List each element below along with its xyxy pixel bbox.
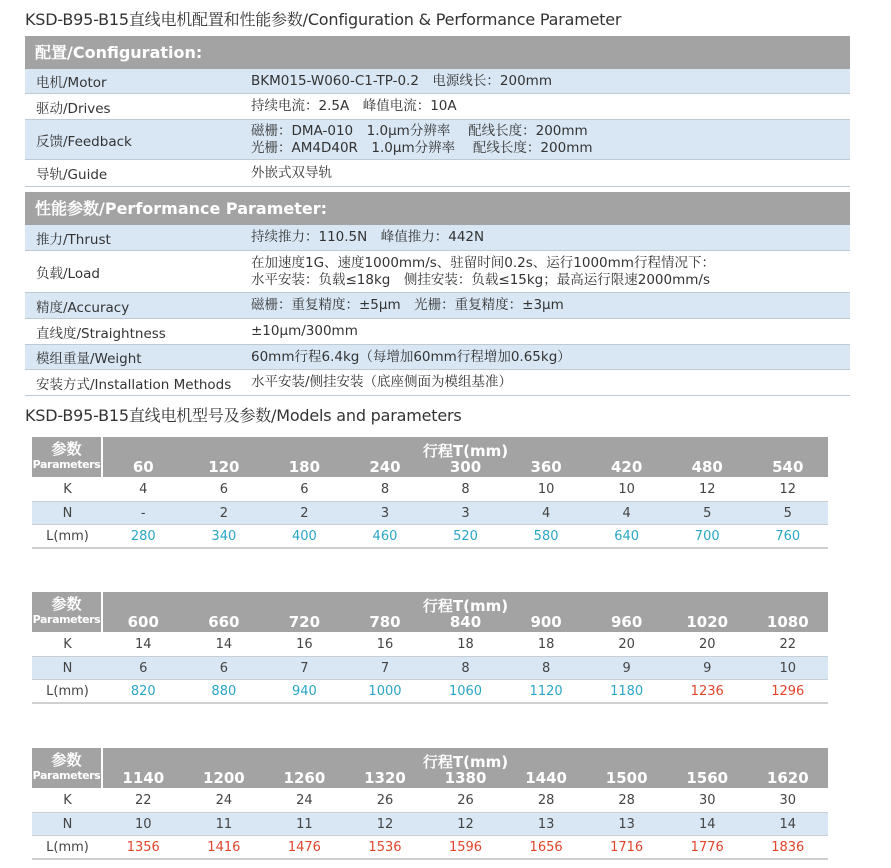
stroke-cell: 840 [449,613,482,631]
config-key: 导轨/Guide [36,167,108,183]
param-header-cell: 参数 Parameters [32,592,103,632]
config-row-feedback [25,120,850,160]
stroke-cell: 1380 [444,769,487,787]
model-table-1 [32,437,828,549]
perf-key: 直线度/Straightness [36,325,166,342]
config-header: 配置/Configuration: [25,36,850,69]
row-k: K 22 24 24 26 26 28 28 30 30 [63,792,797,808]
perf-row-accuracy [25,293,850,319]
perf-row-installation [25,370,850,396]
config-value: BKM015-W060-C1-TP-0.2 电源线长：200mm [251,72,552,89]
config-key: 电机/Motor [36,75,107,91]
config-value: 外嵌式双导轨 [251,164,332,181]
row-l: L(mm) 820 880 940 1000 1060 1120 1180 1236 1296 [32,680,828,704]
row-n: N 10 11 11 12 12 13 13 14 14 [32,812,828,836]
param-header-cell: 参数 Parameters [32,437,103,477]
stroke-cell: 1140 [122,769,165,787]
stroke-cell: 720 [288,613,321,631]
perf-key: 推力/Thrust [36,231,111,248]
perf-row-straightness [25,319,850,345]
performance-header: 性能参数/Performance Parameter: [25,192,850,225]
stroke-cell: 1200 [202,769,245,787]
config-table [25,36,850,187]
stroke-cell: 1080 [766,613,809,631]
stroke-cell: 360 [530,458,562,476]
row-k: K 14 14 16 16 18 18 20 20 22 [63,636,797,652]
config-row-motor [25,69,850,94]
config-row-drives [25,94,850,120]
perf-key: 负载/Load [36,265,100,282]
stroke-cell: 1560 [686,769,729,787]
param-header-cell: 参数 Parameters [32,748,103,788]
perf-row-thrust [25,225,850,251]
perf-value: ±10μm/300mm [251,323,358,339]
row-k: K 4 6 6 8 8 10 10 12 12 [63,481,797,497]
config-key: 反馈/Feedback [36,133,132,150]
row-l: L(mm) 1356 1416 1476 1536 1596 1656 1716 1776 1836 [32,836,828,860]
stroke-cell: 240 [369,458,401,476]
stroke-cell: 660 [208,613,240,631]
stroke-cell: 600 [127,613,159,631]
perf-row-weight [25,345,850,370]
model-table-header [32,748,828,788]
perf-value: 磁栅：重复精度：±5μm 光栅：重复精度：±3μm [251,297,564,313]
stroke-cell: 1500 [605,769,648,787]
perf-value: 60mm行程6.4kg（每增加60mm行程增加0.65kg） [251,348,571,365]
model-table-2 [32,592,828,704]
stroke-cell: 1260 [283,769,326,787]
stroke-values [103,613,828,631]
travel-label: 行程T(mm) [422,753,509,771]
config-row-guide [25,160,850,187]
model-table-header [32,592,828,632]
stroke-cell: 60 [132,458,154,476]
stroke-cell: 180 [288,458,321,476]
perf-key: 模组重量/Weight [36,351,142,367]
config-title: KSD-B95-B15直线电机配置和性能参数/Configuration & Performance Parameter [25,10,622,29]
stroke-cell: 420 [611,458,643,476]
row-n: N 6 6 7 7 8 8 9 9 10 [32,656,828,680]
stroke-cell: 1020 [686,613,729,631]
perf-value: 在加速度1G、速度1000mm/s、驻留时间0.2s、运行1000mm行程情况下： 水平安装：负载≤18kg 侧挂安装：负载≤15kg；最高运行限速2000mm/s [251,254,715,288]
perf-key: 精度/Accuracy [36,299,130,316]
stroke-cell: 1440 [525,769,567,787]
config-value: 磁栅：DMA-010 1.0μm分辨率 配线长度：200mm 光栅：AM4D40R 1.0μm分辨率 配线长度：200mm [251,122,593,156]
stroke-cell: 900 [530,613,562,631]
stroke-values [103,769,828,787]
stroke-cell: 780 [369,613,401,631]
travel-label: 行程T(mm) [422,442,509,460]
stroke-values [103,458,828,476]
stroke-cell: 1620 [766,769,809,787]
stroke-cell: 960 [611,613,643,631]
stroke-cell: 120 [208,458,240,476]
row-n: N - 2 2 3 3 4 4 5 5 [32,501,828,525]
model-table-header [32,437,828,477]
config-key: 驱动/Drives [36,100,111,117]
models-title: KSD-B95-B15直线电机型号及参数/Models and parameters [25,406,462,425]
stroke-cell: 1320 [364,769,406,787]
stroke-cell: 480 [691,458,723,476]
performance-table [25,192,850,396]
perf-key: 安装方式/Installation Methods [36,376,232,393]
stroke-cell: 300 [449,458,482,476]
row-l: L(mm) 280 340 400 460 520 580 640 700 760 [32,525,828,549]
perf-value: 持续推力：110.5N 峰值推力：442N [251,229,485,245]
perf-row-load [25,251,850,293]
perf-value: 水平安装/侧挂安装（底座侧面为模组基准） [251,374,513,390]
travel-label: 行程T(mm) [422,597,509,615]
model-table-3 [32,748,828,860]
stroke-cell: 540 [772,458,804,476]
config-value: 持续电流：2.5A 峰值电流：10A [251,98,457,114]
